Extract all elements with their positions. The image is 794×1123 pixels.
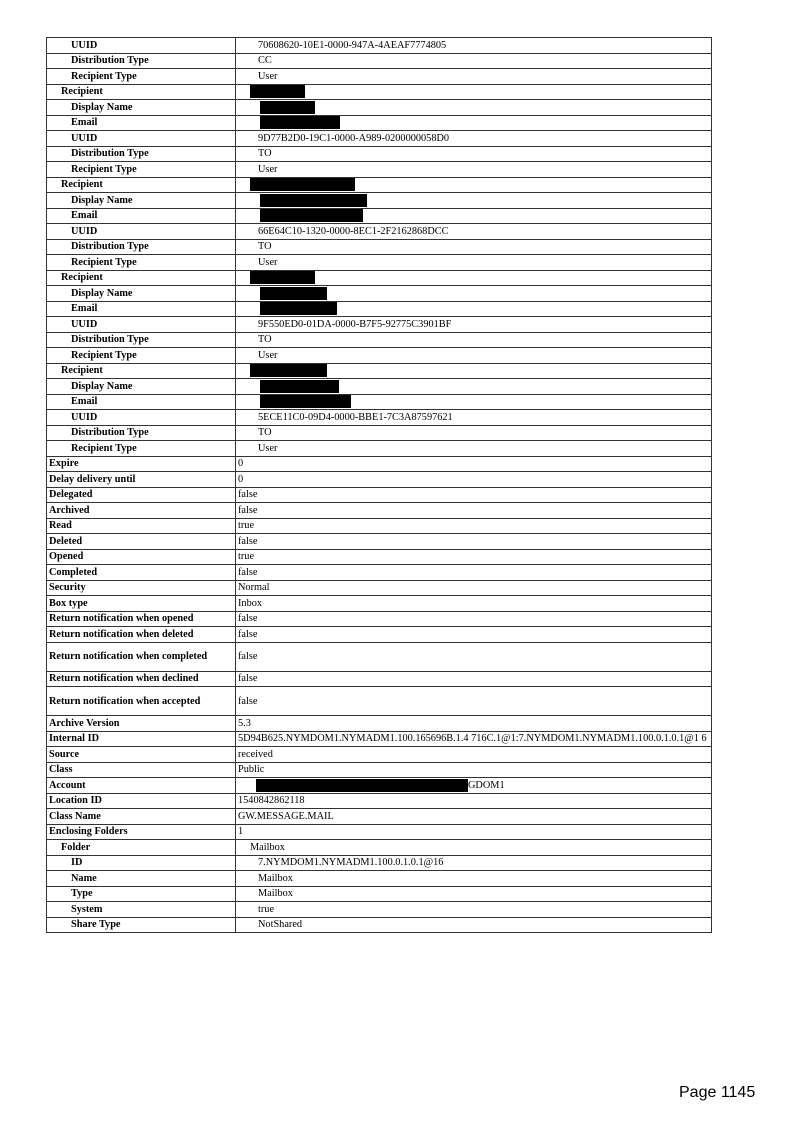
field-value: Mailbox	[236, 886, 712, 902]
field-name: Source	[47, 747, 236, 763]
field-name: Expire	[47, 456, 236, 472]
field-value: Public	[236, 762, 712, 778]
field-value: TO	[236, 332, 712, 348]
field-value: received	[236, 747, 712, 763]
field-name: Distribution Type	[47, 332, 236, 348]
field-value	[236, 394, 712, 410]
field-value: false	[236, 487, 712, 503]
table-row	[47, 348, 712, 364]
field-name: Recipient	[47, 177, 236, 193]
field-name: Opened	[47, 549, 236, 565]
table-row	[47, 762, 712, 778]
table-row	[47, 917, 712, 933]
field-name: Type	[47, 886, 236, 902]
redaction-bar	[260, 209, 363, 222]
field-value: false	[236, 565, 712, 581]
table-row	[47, 69, 712, 85]
table-row	[47, 441, 712, 457]
table-row	[47, 177, 712, 193]
field-value: User	[236, 348, 712, 364]
field-value-text: GDOM1	[468, 779, 505, 791]
field-name: Email	[47, 301, 236, 317]
field-name: UUID	[47, 131, 236, 147]
table-row	[47, 425, 712, 441]
field-value: 1540842862118	[236, 793, 712, 809]
field-name: Distribution Type	[47, 239, 236, 255]
field-name: Return notification when accepted	[47, 687, 236, 716]
field-name: UUID	[47, 38, 236, 54]
field-name: Deleted	[47, 534, 236, 550]
redaction-bar	[260, 287, 327, 300]
field-name: Return notification when opened	[47, 611, 236, 627]
field-value: false	[236, 503, 712, 519]
page-number: Page 1145	[679, 1084, 756, 1101]
table-row	[47, 671, 712, 687]
table-row	[47, 518, 712, 534]
field-value: 70608620-10E1-0000-947A-4AEAF7774805	[236, 38, 712, 54]
table-row	[47, 716, 712, 732]
table-row	[47, 627, 712, 643]
field-name: Recipient	[47, 270, 236, 286]
table-row	[47, 778, 712, 794]
field-name: Delegated	[47, 487, 236, 503]
table-row	[47, 855, 712, 871]
field-value: Mailbox	[236, 871, 712, 887]
table-row	[47, 793, 712, 809]
field-name: Account	[47, 778, 236, 794]
field-value: 5ECE11C0-09D4-0000-BBE1-7C3A87597621	[236, 410, 712, 426]
field-value: 66E64C10-1320-0000-8EC1-2F2162868DCC	[236, 224, 712, 240]
field-name: System	[47, 902, 236, 918]
field-name: Email	[47, 208, 236, 224]
field-value: User	[236, 69, 712, 85]
table-row	[47, 255, 712, 271]
field-value: 9F550ED0-01DA-0000-B7F5-92775C3901BF	[236, 317, 712, 333]
redaction-bar	[260, 395, 351, 408]
field-name: Class	[47, 762, 236, 778]
field-name: Name	[47, 871, 236, 887]
table-row	[47, 731, 712, 747]
redaction-bar	[260, 194, 367, 207]
field-value: false	[236, 642, 712, 671]
table-row	[47, 642, 712, 671]
field-value	[236, 208, 712, 224]
field-name: Completed	[47, 565, 236, 581]
table-row	[47, 270, 712, 286]
field-value: Normal	[236, 580, 712, 596]
field-value: TO	[236, 146, 712, 162]
field-name: Recipient Type	[47, 255, 236, 271]
field-name: Archived	[47, 503, 236, 519]
field-value: 5.3	[236, 716, 712, 732]
table-row	[47, 239, 712, 255]
field-name: Display Name	[47, 100, 236, 116]
metadata-table	[46, 37, 712, 933]
field-name: Display Name	[47, 286, 236, 302]
field-name: UUID	[47, 410, 236, 426]
field-value: false	[236, 534, 712, 550]
field-name: Delay delivery until	[47, 472, 236, 488]
field-value	[236, 286, 712, 302]
field-value: TO	[236, 239, 712, 255]
field-name: Folder	[47, 840, 236, 856]
field-value	[236, 778, 712, 794]
field-value: 0	[236, 472, 712, 488]
field-name: Distribution Type	[47, 53, 236, 69]
redaction-bar	[250, 85, 305, 98]
table-row	[47, 534, 712, 550]
table-row	[47, 38, 712, 54]
field-value: 9D77B2D0-19C1-0000-A989-0200000058D0	[236, 131, 712, 147]
redaction-bar	[250, 271, 315, 284]
field-name: Share Type	[47, 917, 236, 933]
field-value	[236, 301, 712, 317]
redaction-bar	[260, 380, 339, 393]
table-row	[47, 317, 712, 333]
redaction-bar	[260, 302, 337, 315]
field-value: false	[236, 627, 712, 643]
field-name: ID	[47, 855, 236, 871]
field-value: CC	[236, 53, 712, 69]
field-value	[236, 193, 712, 209]
table-row	[47, 503, 712, 519]
table-row	[47, 472, 712, 488]
field-name: UUID	[47, 317, 236, 333]
table-row	[47, 115, 712, 131]
table-row	[47, 286, 712, 302]
field-value: User	[236, 441, 712, 457]
table-row	[47, 747, 712, 763]
table-row	[47, 162, 712, 178]
field-value: false	[236, 687, 712, 716]
field-name: Email	[47, 394, 236, 410]
field-value: Inbox	[236, 596, 712, 612]
field-name: Recipient Type	[47, 69, 236, 85]
field-name: Read	[47, 518, 236, 534]
table-row	[47, 824, 712, 840]
table-row	[47, 84, 712, 100]
field-value: 5D94B625.NYMDOM1.NYMADM1.100.165696B.1.4 716C.1@1:7.NYMDOM1.NYMADM1.100.0.1.0.1@1 6	[236, 731, 712, 747]
field-value: User	[236, 255, 712, 271]
table-row	[47, 394, 712, 410]
field-value: true	[236, 902, 712, 918]
table-row	[47, 902, 712, 918]
field-name: Archive Version	[47, 716, 236, 732]
field-name: Recipient	[47, 84, 236, 100]
table-row	[47, 410, 712, 426]
table-row	[47, 53, 712, 69]
table-row	[47, 611, 712, 627]
table-row	[47, 549, 712, 565]
table-row	[47, 301, 712, 317]
field-name: Internal ID	[47, 731, 236, 747]
field-name: Class Name	[47, 809, 236, 825]
redaction-bar	[260, 101, 315, 114]
field-name: Return notification when declined	[47, 671, 236, 687]
field-value	[236, 379, 712, 395]
field-name: Return notification when completed	[47, 642, 236, 671]
field-name: Enclosing Folders	[47, 824, 236, 840]
table-row	[47, 208, 712, 224]
table-row	[47, 332, 712, 348]
field-name: Distribution Type	[47, 146, 236, 162]
field-name: Display Name	[47, 193, 236, 209]
table-row	[47, 596, 712, 612]
table-row	[47, 487, 712, 503]
field-value	[236, 177, 712, 193]
field-value: User	[236, 162, 712, 178]
field-value	[236, 115, 712, 131]
field-value: true	[236, 549, 712, 565]
table-row	[47, 687, 712, 716]
table-row	[47, 224, 712, 240]
table-row	[47, 146, 712, 162]
redaction-bar	[260, 116, 340, 129]
field-name: Recipient Type	[47, 441, 236, 457]
field-value: 0	[236, 456, 712, 472]
field-value: 7.NYMDOM1.NYMADM1.100.0.1.0.1@16	[236, 855, 712, 871]
field-name: Security	[47, 580, 236, 596]
field-value: Mailbox	[236, 840, 712, 856]
field-name: Email	[47, 115, 236, 131]
field-name: Recipient Type	[47, 162, 236, 178]
field-value: true	[236, 518, 712, 534]
field-value: false	[236, 671, 712, 687]
field-value: NotShared	[236, 917, 712, 933]
field-name: Return notification when deleted	[47, 627, 236, 643]
table-row	[47, 363, 712, 379]
field-name: Box type	[47, 596, 236, 612]
field-name: Location ID	[47, 793, 236, 809]
table-row	[47, 886, 712, 902]
field-name: Distribution Type	[47, 425, 236, 441]
table-row	[47, 840, 712, 856]
table-row	[47, 871, 712, 887]
table-row	[47, 379, 712, 395]
field-value	[236, 270, 712, 286]
table-row	[47, 580, 712, 596]
field-value: 1	[236, 824, 712, 840]
field-value	[236, 84, 712, 100]
redaction-bar	[256, 779, 468, 792]
redaction-bar	[250, 178, 355, 191]
field-name: UUID	[47, 224, 236, 240]
field-name: Recipient Type	[47, 348, 236, 364]
table-row	[47, 100, 712, 116]
field-name: Display Name	[47, 379, 236, 395]
field-value	[236, 363, 712, 379]
table-row	[47, 565, 712, 581]
field-value: false	[236, 611, 712, 627]
table-row	[47, 131, 712, 147]
metadata-table-body	[47, 38, 712, 933]
table-row	[47, 193, 712, 209]
field-value: GW.MESSAGE.MAIL	[236, 809, 712, 825]
redaction-bar	[250, 364, 327, 377]
field-name: Recipient	[47, 363, 236, 379]
field-value	[236, 100, 712, 116]
field-value: TO	[236, 425, 712, 441]
table-row	[47, 809, 712, 825]
table-row	[47, 456, 712, 472]
